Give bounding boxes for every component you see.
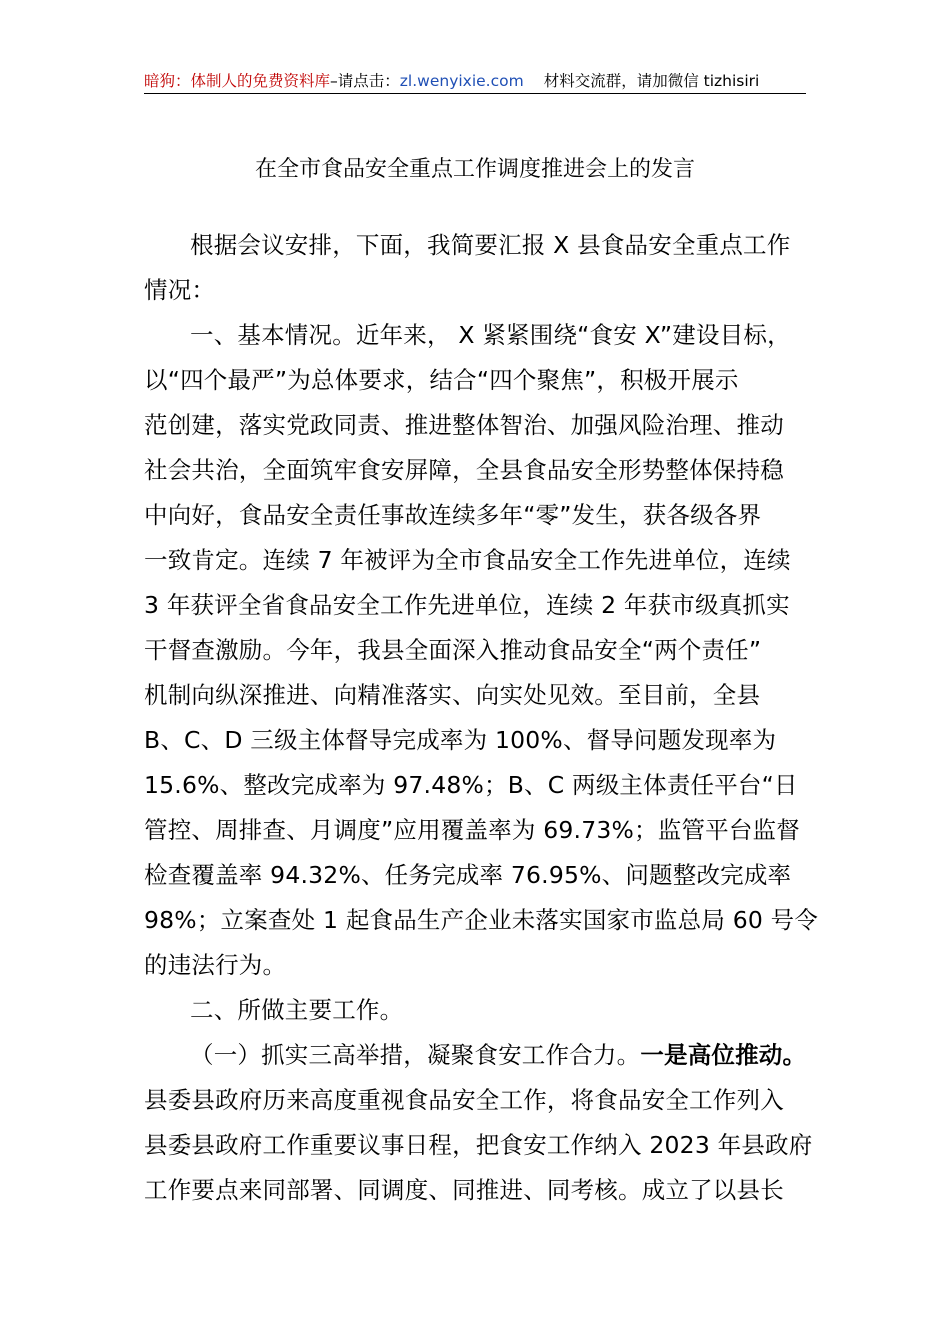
- body-line-15: 检查覆盖率 94.32%、任务完成率 76.95%、问题整改完成率: [144, 861, 792, 889]
- body-line-2: 情况：: [144, 276, 216, 304]
- body-line-4: 以“四个最严”为总体要求，结合“四个聚焦”，积极开展示: [144, 366, 739, 394]
- body-line-12: B、C、D 三级主体督导完成率为 100%、督导问题发现率为: [144, 726, 777, 754]
- body-line-7: 中向好，食品安全责任事故连续多年“零”发生，获各级各界: [144, 501, 762, 529]
- body-line-9: 3 年获评全省食品安全工作先进单位，连续 2 年获市级真抓实: [144, 591, 790, 619]
- section-heading-2: 二、所做主要工作。: [190, 996, 404, 1024]
- header-site-label: 暗狗：体制人的免费资料库: [144, 72, 331, 90]
- point-one-label: 一是高位推动。: [640, 1041, 807, 1069]
- body-line-17: 的违法行为。: [144, 951, 287, 979]
- body-line-8: 一致肯定。连续 7 年被评为全市食品安全工作先进单位，连续: [144, 546, 791, 574]
- body-line-5: 范创建，落实党政同责、推进整体智治、加强风险治理、推动: [144, 411, 784, 439]
- header-divider: [144, 93, 806, 94]
- body-line-13: 15.6%、整改完成率为 97.48%；B、C 两级主体责任平台“日: [144, 771, 798, 799]
- subsection-heading-1: [190, 1040, 806, 1070]
- body-line-3: 一、基本情况。近年来， X 紧紧围绕“食安 X”建设目标，: [190, 321, 791, 349]
- page-header: [144, 70, 806, 92]
- document-title: 在全市食品安全重点工作调度推进会上的发言: [254, 157, 695, 182]
- body-line-14: 管控、周排查、月调度”应用覆盖率为 69.73%；监管平台监督: [144, 816, 800, 844]
- body-line-11: 机制向纵深推进、向精准落实、向实处见效。至目前，全县: [144, 681, 761, 709]
- subsection-title: （一）抓实三高举措，凝聚食安工作合力。: [190, 1041, 641, 1069]
- body-line-16: 98%；立案查处 1 起食品生产企业未落实国家市监总局 60 号令: [144, 906, 819, 934]
- body-line-21: 县委县政府工作重要议事日程，把食安工作纳入 2023 年县政府: [144, 1131, 813, 1159]
- header-contact: 材料交流群，请加微信 tizhisiri: [543, 72, 760, 90]
- body-line-10: 干督查激励。今年，我县全面深入推动食品安全“两个责任”: [144, 636, 762, 664]
- body-line-20: 县委县政府历来高度重视食品安全工作，将食品安全工作列入: [144, 1086, 784, 1114]
- header-url-link[interactable]: zl.wenyixie.com: [399, 72, 524, 90]
- body-line-6: 社会共治，全面筑牢食安屏障，全县食品安全形势整体保持稳: [144, 456, 784, 484]
- body-line-1: 根据会议安排，下面，我简要汇报 X 县食品安全重点工作: [190, 231, 791, 259]
- body-line-22: 工作要点来同部署、同调度、同推进、同考核。成立了以县长: [144, 1176, 784, 1204]
- header-click-prompt: –请点击：: [330, 72, 400, 90]
